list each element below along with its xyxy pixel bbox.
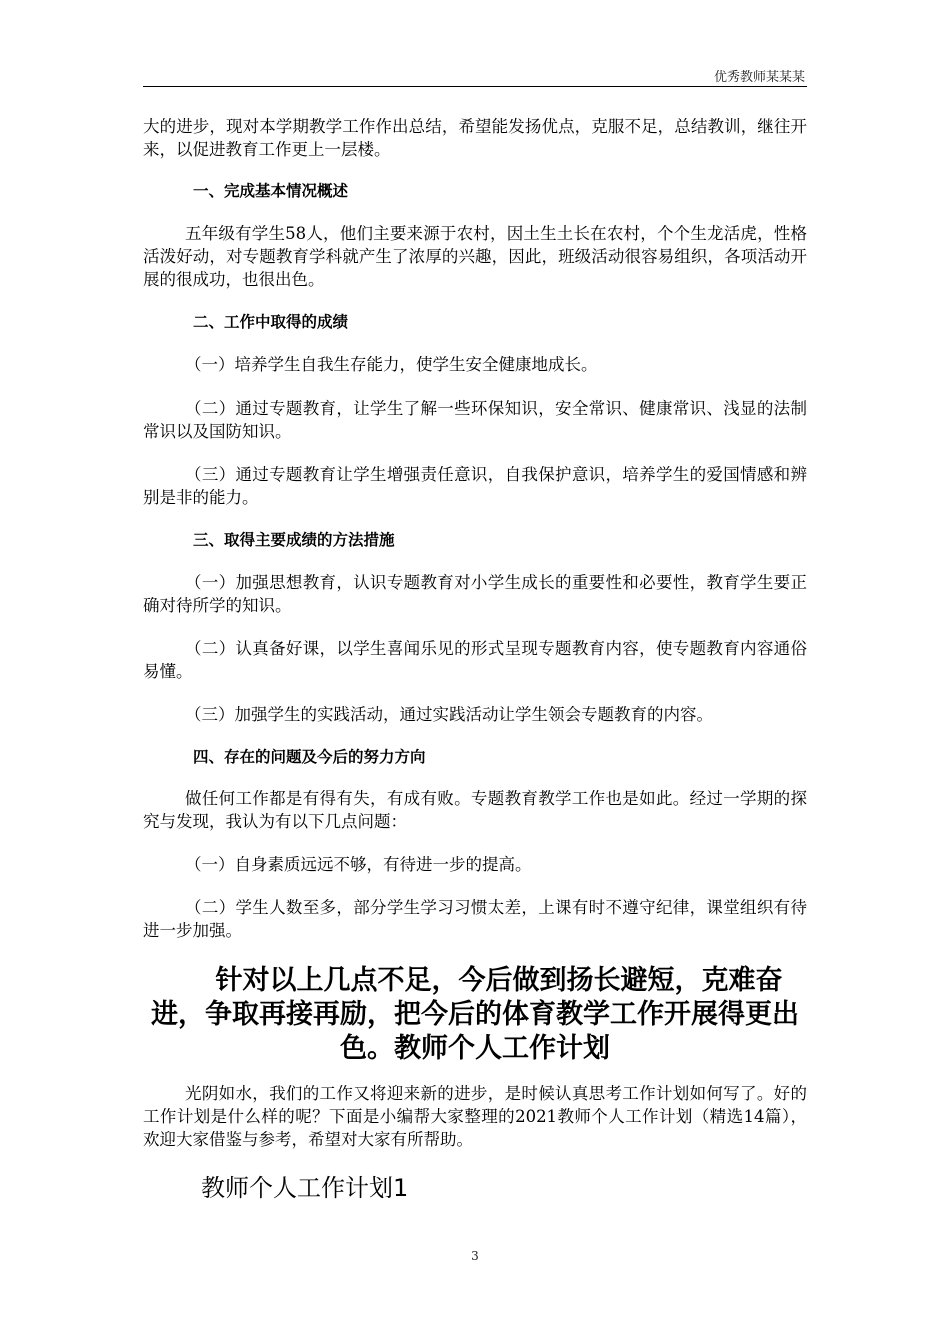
- page-header: [143, 62, 807, 87]
- paragraph: （二）认真备好课，以学生喜闻乐见的形式呈现专题教育内容，使专题教育内容通俗易懂。: [143, 639, 807, 681]
- paragraph: （二）学生人数至多，部分学生学习习惯太差，上课有时不遵守纪律，课堂组织有待进一步加强。: [143, 898, 807, 940]
- section-heading: 四、存在的问题及今后的努力方向: [193, 748, 426, 766]
- paragraph: （一）培养学生自我生存能力，使学生安全健康地成长。: [185, 355, 598, 374]
- paragraph: 大的进步，现对本学期教学工作作出总结，希望能发扬优点，克服不足，总结教训，继往开来，以促进教育工作更上一层楼。: [143, 117, 807, 159]
- paragraph: （三）加强学生的实践活动，通过实践活动让学生领会专题教育的内容。: [185, 705, 713, 724]
- header-text: 优秀教师某某某: [713, 70, 805, 85]
- page-number: 3: [471, 1249, 479, 1263]
- document-body: [143, 115, 807, 1203]
- section-heading: 二、工作中取得的成绩: [193, 313, 349, 331]
- paragraph: （一）加强思想教育，认识专题教育对小学生成长的重要性和必要性，教育学生要正确对待所学的知识。: [143, 573, 807, 615]
- paragraph: （三）通过专题教育让学生增强责任意识，自我保护意识，培养学生的爱国情感和辨别是非的能力。: [143, 465, 807, 507]
- paragraph: 五年级有学生58人，他们主要来源于农村，因土生土长在农村，个个生龙活虎，性格活泼好动，对专题教育学科就产生了浓厚的兴趣，因此，班级活动很容易组织，各项活动开展的很成功，也很出色。: [143, 224, 807, 289]
- paragraph: 做任何工作都是有得有失，有成有败。专题教育教学工作也是如此。经过一学期的探究与发现，我认为有以下几点问题：: [143, 789, 807, 831]
- section-heading: 一、完成基本情况概述: [193, 182, 349, 200]
- paragraph: 光阴如水，我们的工作又将迎来新的进步，是时候认真思考工作计划如何写了。好的工作计划是什么样的呢？下面是小编帮大家整理的2021教师个人工作计划（精选14篇），欢迎大家借鉴与参考，希望对大家有所帮助。: [143, 1084, 807, 1149]
- plan-title: 教师个人工作计划1: [201, 1174, 409, 1202]
- large-heading: 针对以上几点不足，今后做到扬长避短，克难奋进，争取再接再励，把今后的体育教学工作开展得更出色。教师个人工作计划: [151, 965, 799, 1064]
- paragraph: （一）自身素质远远不够，有待进一步的提高。: [185, 855, 532, 874]
- section-heading: 三、取得主要成绩的方法措施: [193, 531, 395, 549]
- paragraph: （二）通过专题教育，让学生了解一些环保知识，安全常识、健康常识、浅显的法制常识以及国防知识。: [143, 399, 807, 441]
